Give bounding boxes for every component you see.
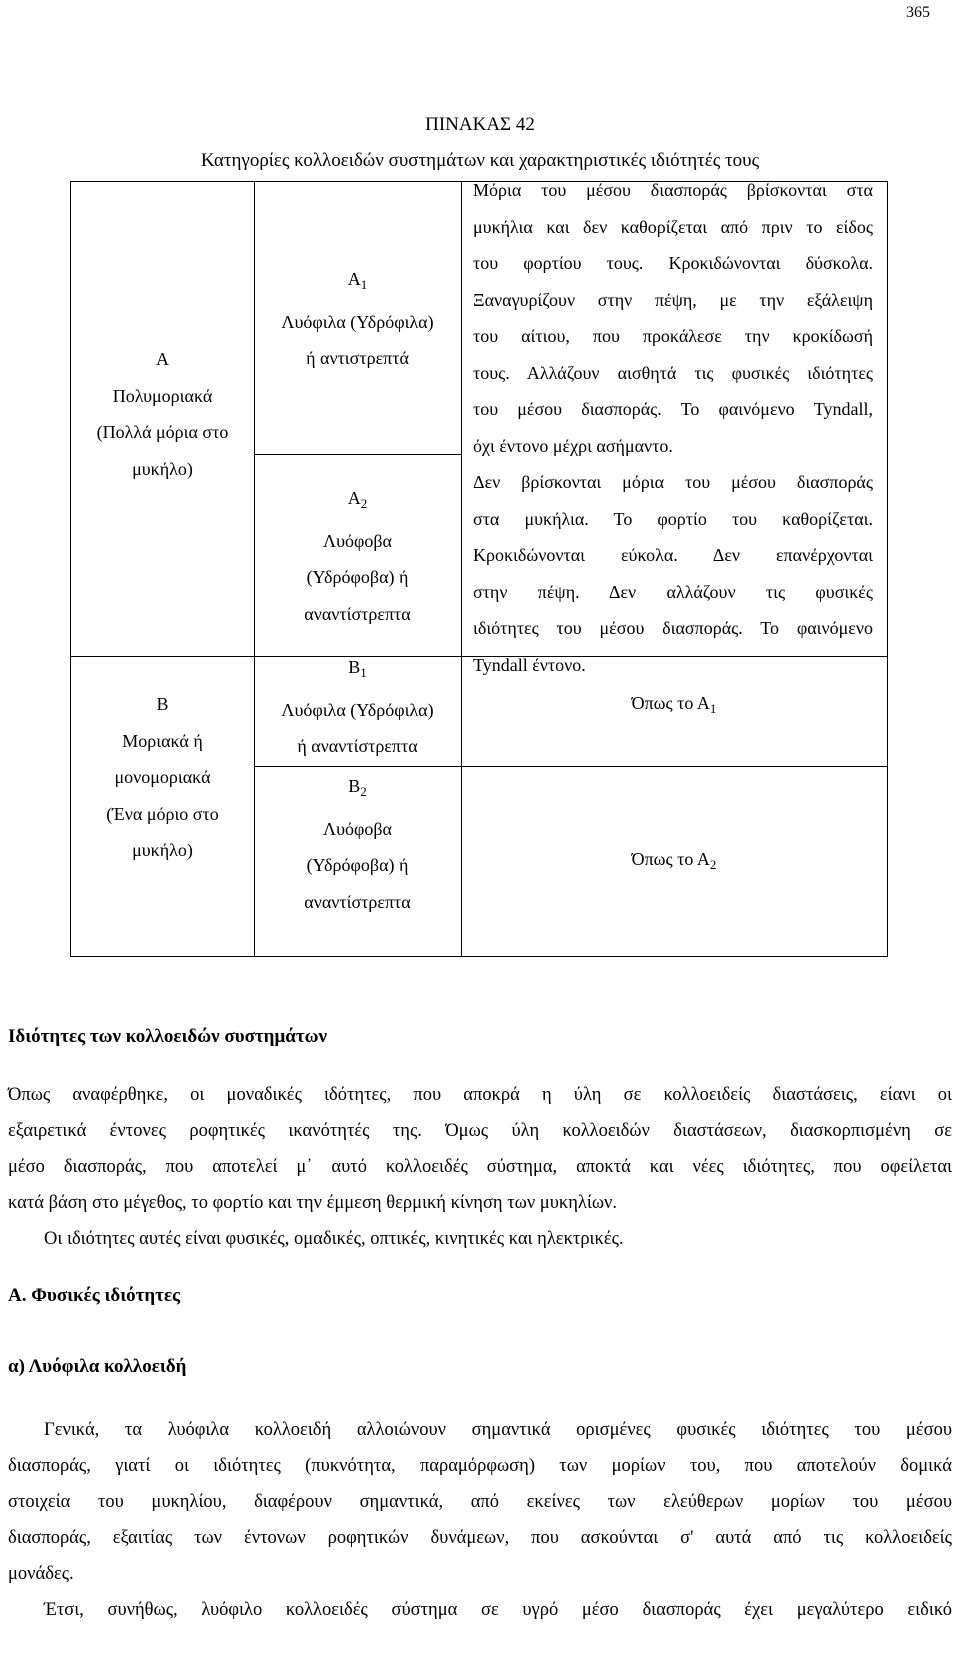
a1-prop-line: Ξαναγυρίζουν στην πέψη, με την εξάλειψη	[473, 289, 873, 310]
a1-prop-line: του αίτιου, που προκάλεσε την κροκίδωσή	[473, 326, 873, 346]
section-lyophilic-paragraph	[8, 1412, 952, 1628]
b2-properties-cell: Όπως το $A_2$	[631, 849, 717, 872]
group-a-category	[71, 341, 254, 487]
paragraph-line: μονάδες.	[8, 1564, 74, 1584]
b2-line3: αναντίστρεπτα	[304, 891, 411, 912]
a1-prop-line: του μέσου διασποράς. Το φαινόμενο Tyndall,	[473, 399, 873, 419]
a1-type-cell	[254, 261, 461, 377]
a2-line2: (Υδρόφοβα) ή	[306, 567, 409, 587]
group-b-name: Μοριακά ή	[122, 730, 203, 751]
b2-type-cell	[254, 768, 461, 920]
a2-type-cell	[254, 480, 461, 632]
a2-line3: αναντίστρεπτα	[304, 603, 411, 624]
a2-line1: Λυόφοβα	[323, 530, 392, 551]
a1-prop-line: όχι έντονο μέχρι ασήμαντο.	[473, 435, 673, 456]
table-caption-title: Κατηγορίες κολλοειδών συστημάτων και χαρακτηριστικές ιδιότητές τους	[200, 150, 760, 171]
a1-prop-line: τους. Αλλάζουν αισθητά τις φυσικές ιδιότητες	[473, 362, 873, 383]
paragraph-line: Γενικά, τα λυόφιλα κολλοειδή αλλοιώνουν σημαντικά ορισμένες φυσικές ιδιότητες του μέσου	[44, 1420, 952, 1440]
a1-prop-line: μυκήλια και δεν καθορίζεται από πριν το είδος	[473, 216, 873, 237]
a1-line2: ή αντιστρεπτά	[306, 348, 409, 368]
group-a-desc-2: μυκήλο)	[132, 458, 193, 479]
group-b-category	[71, 686, 254, 869]
paragraph-line: κατά βάση στο μέγεθος, το φορτίο και την έμμεση θερμική κίνηση των μυκηλίων.	[8, 1193, 618, 1213]
table-divider-a1-a2	[254, 454, 461, 455]
group-b-desc-1: (Ένα μόριο στο	[106, 803, 219, 824]
group-a-name: Πολυμοριακά	[112, 385, 213, 406]
b2-line2: (Υδρόφοβα) ή	[306, 855, 409, 875]
colloid-categories-table	[70, 181, 888, 957]
paragraph-line: εξαιρετικά έντονες ροφητικές ικανότητές της. Όμως ύλη κολλοειδών διαστάσεων, διασκορπισμένη σε	[8, 1121, 952, 1141]
b1-properties-cell: Όπως το $A_1$	[631, 693, 717, 716]
group-b-letter: Β	[156, 694, 169, 714]
section-heading-properties: Ιδιότητες των κολλοειδών συστημάτων	[8, 1026, 327, 1047]
a-properties-cell	[473, 172, 873, 683]
paragraph-line: μέσο διασποράς, που αποτελεί μ᾽ αυτό κολλοειδές σύστημα, αποκτά και νέες ιδιότητες, που οφείλεται	[8, 1157, 952, 1177]
a2-prop-line: ιδιότητες του μέσου διασποράς. Το φαινόμενο	[473, 618, 873, 638]
group-a-desc-1: (Πολλά μόρια στο	[96, 422, 229, 442]
section-heading-lyophilic: α) Λυόφιλα κολλοειδή	[8, 1356, 187, 1377]
paragraph-line: διασποράς, γιατί οι ιδιότητες (πυκνότητα, παραμόρφωση) των μορίων του, που αποτελούν δομικά	[8, 1456, 952, 1476]
group-b-desc-2: μυκήλο)	[132, 840, 193, 860]
section-properties-paragraph	[8, 1077, 952, 1257]
b1-type-cell	[254, 649, 461, 765]
a2-prop-line: Δεν βρίσκονται μόρια του μέσου διασποράς	[473, 472, 873, 492]
b2-label: $B_2$	[348, 776, 367, 799]
a1-prop-line: του φορτίου τους. Κροκιδώνονται δύσκολα.	[473, 253, 873, 273]
table-divider-b1-b2	[254, 766, 887, 767]
page-number: 365	[906, 4, 930, 21]
paragraph-line: Όπως αναφέρθηκε, οι μοναδικές ιδότητες, που αποκρά η ύλη σε κολλοειδείς διαστάσεις, είανι οι	[8, 1085, 952, 1105]
a2-prop-line: Κροκιδώνονται εύκολα. Δεν επανέρχονται	[473, 545, 873, 565]
a1-line1: Λυόφιλα (Υδρόφιλα)	[281, 311, 434, 332]
b1-line2: ή αναντίστρεπτα	[297, 736, 418, 756]
b1-label: $B_1$	[348, 657, 367, 680]
table-divider-col2	[461, 182, 462, 956]
group-a-letter: Α	[156, 349, 169, 369]
a1-label: $A_1$	[347, 269, 368, 292]
paragraph-line: διασποράς, εξαιτίας των έντονων ροφητικών δυνάμεων, που ασκούνται σ' αυτά από τις κολλοειδείς	[8, 1528, 952, 1548]
a2-prop-line: στα μυκήλια. Το φορτίο του καθορίζεται.	[473, 508, 873, 529]
a2-prop-line: Tyndall έντονο.	[473, 654, 586, 675]
section-heading-physical: Α. Φυσικές ιδιότητες	[8, 1285, 181, 1306]
table-caption-number: ΠΙΝΑΚΑΣ 42	[425, 114, 535, 135]
paragraph-line: Έτσι, συνήθως, λυόφιλο κολλοειδές σύστημα σε υγρό μέσο διασποράς έχει μεγαλύτερο ειδικό	[44, 1600, 952, 1620]
b2-line1: Λυόφοβα	[323, 818, 392, 839]
paragraph-line: στοιχεία του μυκηλίου, διαφέρουν σημαντικά, από εκείνες των ελεύθερων μορίων του μέσου	[8, 1492, 952, 1512]
b1-line1: Λυόφιλα (Υδρόφιλα)	[281, 699, 434, 720]
a2-prop-line: στην πέψη. Δεν αλλάζουν τις φυσικές	[473, 581, 873, 602]
paragraph-line: Οι ιδιότητες αυτές είναι φυσικές, ομαδικές, οπτικές, κινητικές και ηλεκτρικές.	[44, 1229, 624, 1249]
group-b-line2: μονομοριακά	[114, 767, 211, 787]
a1-prop-line: Μόρια του μέσου διασποράς βρίσκονται στα	[473, 180, 873, 200]
a2-label: $A_2$	[347, 488, 368, 511]
